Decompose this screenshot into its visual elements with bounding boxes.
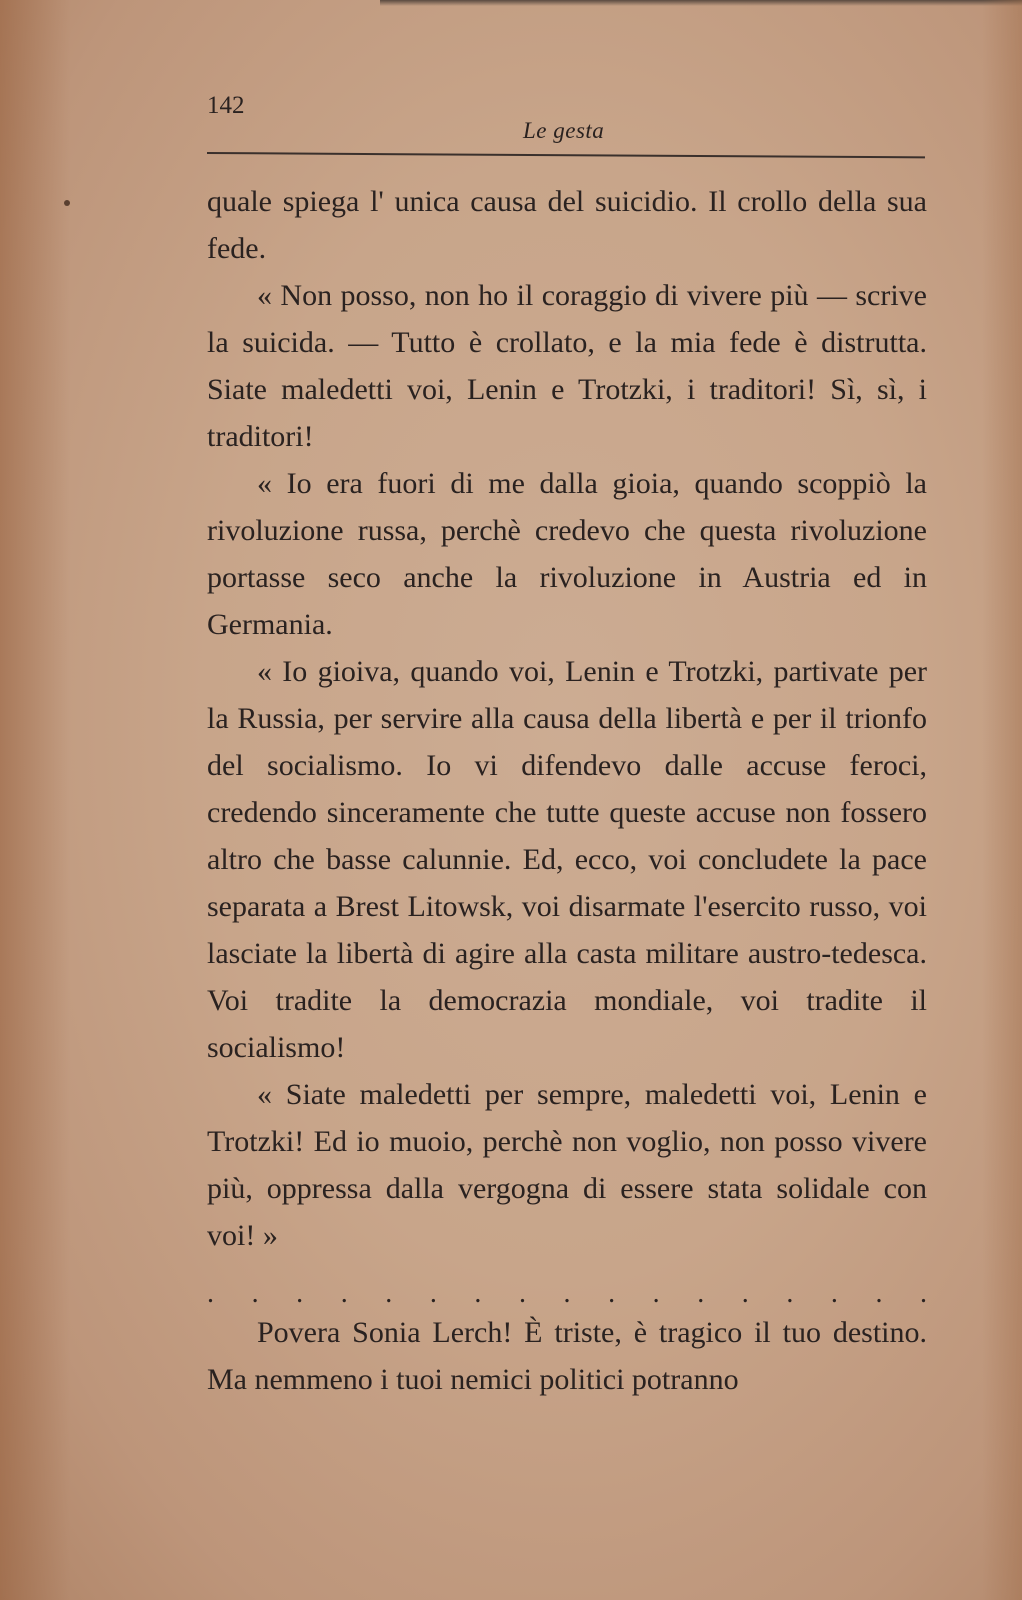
paragraph: « Non posso, non ho il coraggio di vivere più — scrive la suicida. — Tutto è crollato, e la mia fede è distrutta. Siate maledetti voi, Lenin e Trotzki, i traditori! Sì, sì, i traditori! [207,279,927,453]
separator-dot: . [385,1278,393,1309]
page-top-edge [380,0,1022,6]
header-rule [207,152,925,158]
body-text [207,178,927,1403]
separator-dot: . [474,1278,482,1309]
separator-dot: . [518,1278,526,1309]
page-header [207,92,927,164]
margin-speck [64,200,70,206]
separator-dot: . [563,1278,571,1309]
final-paragraph: Povera Sonia Lerch! È triste, è tragico il tuo destino. Ma nemmeno i tuoi nemici politici potranno [207,1316,927,1396]
section-separator [207,1279,927,1309]
separator-dot: . [207,1278,214,1309]
separator-dot: . [429,1278,437,1309]
separator-dot: . [697,1278,705,1309]
separator-dot: . [608,1278,616,1309]
paragraph: quale spiega l' unica causa del suicidio. Il crollo della sua fede. [207,185,927,265]
separator-dot: . [652,1278,660,1309]
paragraph: « Io gioiva, quando voi, Lenin e Trotzki, partivate per la Russia, per servire alla causa della libertà e per il trionfo del socialismo. Io vi difendevo dalle accuse feroci, credendo sinceramente che tutte queste accuse non fossero altro che basse calunnie. Ed, ecco, voi concludete la pace separata a Brest Litowsk, voi disarmate l'esercito russo, voi lasciate la libertà di agire alla casta militare austro-tedesca. Voi tradite la democrazia mondiale, voi tradite il socialismo! [207,655,927,1064]
separator-dot: . [786,1278,794,1309]
separator-dot: . [296,1278,304,1309]
separator-dot: . [830,1278,838,1309]
separator-dot: . [251,1278,259,1309]
page-number: 142 [207,92,245,119]
paragraph: « Siate maledetti per sempre, maledetti voi, Lenin e Trotzki! Ed io muoio, perchè non voglio, non posso vivere più, oppressa dalla vergogna di essere stata solidale con voi! » [207,1078,927,1252]
paragraph: « Io era fuori di me dalla gioia, quando scoppiò la rivoluzione russa, perchè credevo che questa rivoluzione portasse seco anche la rivoluzione in Austria ed in Germania. [207,467,927,641]
separator-dot: . [340,1278,348,1309]
running-head: Le gesta [523,118,605,143]
separator-dot: . [875,1278,883,1309]
separator-dot: . [741,1278,749,1309]
separator-dot: . [920,1278,927,1309]
